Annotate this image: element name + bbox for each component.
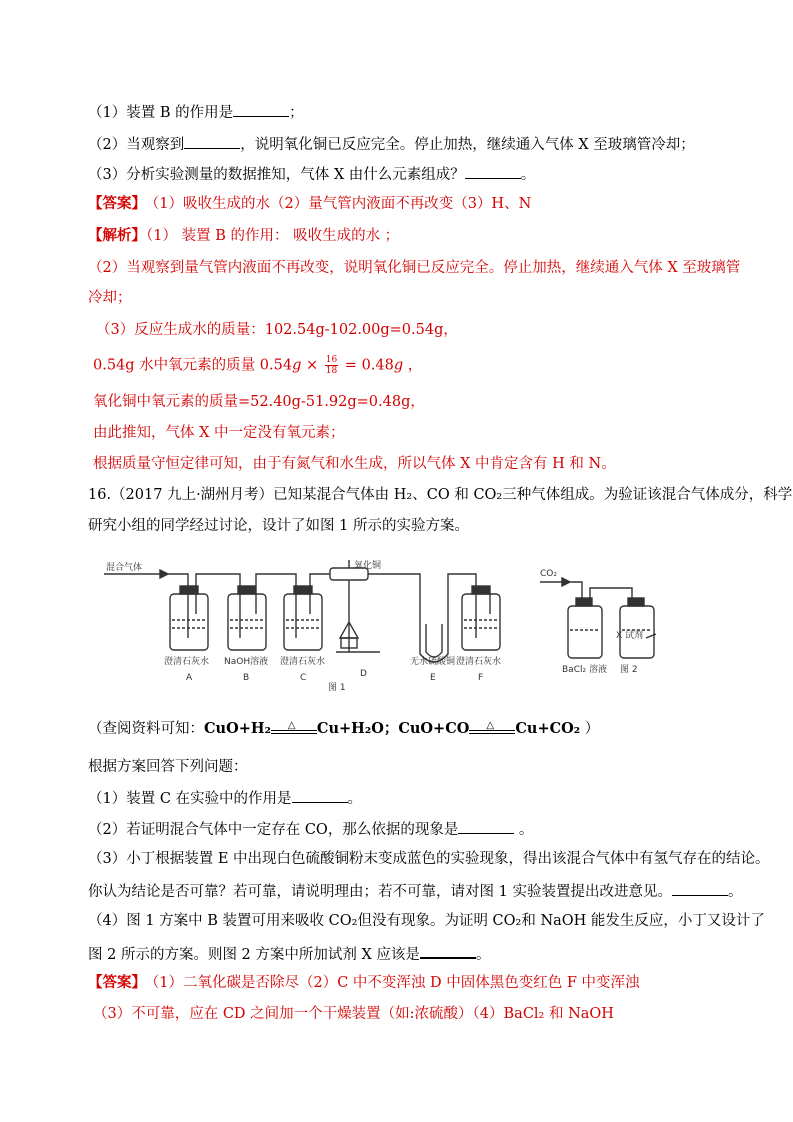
experiment-apparatus-figure [100,558,660,696]
answer-blank[interactable] [672,880,728,896]
answer-blank[interactable] [465,163,521,179]
fig1-caption: 图 1 [328,683,346,693]
mixed-gas-label: 混合气体 [106,563,143,573]
prompt-line: 根据方案回答下列问题： [88,759,248,775]
q16-sub-3-line-2: 你认为结论是否可靠？若可靠，请说明理由；若不可靠，请对图 1 实验装置提出改进意见。 。 [88,880,742,902]
question-16-line-2: 研究小组的同学经过讨论，设计了如图 1 所示的实验方案。 [88,518,469,534]
letter-e: E [430,673,436,683]
reference-equations: （查阅资料可知：CuO+H₂ △ Cu+H₂O；CuO+CO △ Cu+CO₂ ） [88,720,600,737]
bottle-b [228,586,266,650]
q16-sub-2: （2）若证明混合气体中一定存在 CO，那么依据的现象是 。 [88,818,533,840]
q16-sub-4-line-1: （4）图 1 方案中 B 装置可用来吸收 CO₂但没有现象。为证明 CO₂和 NaOH 能发生反应，小丁又设计了 [88,913,765,929]
bottle-a [170,586,208,650]
question-part-1: （1）装置 B 的作用是 ； [88,101,304,123]
analysis-line-3: （3）反应生成水的质量：102.54g-102.00g=0.54g， [96,322,458,338]
e-label: 无水硫酸铜 [410,657,456,667]
bottle-c [284,586,322,650]
answer-blank[interactable] [420,942,476,959]
q16-answer-line-2: （3）不可靠，应在 CD 之间加一个干燥装置（如:浓硫酸）（4）BaCl₂ 和 NaOH [93,1006,614,1022]
question-16-line-1: 16.（2017 九上·湖州月考）已知某混合气体由 H₂、CO 和 CO₂三种气体组成。为验证该混合气体成分，科学 [88,487,793,503]
analysis-line-2: （2）当观察到量气管内液面不再改变，说明氧化铜已反应完全。停止加热，继续通入气体 X 至玻璃管 [88,260,741,276]
reaction-arrow: △ [271,722,317,736]
x-reagent-label: X 试剂 [616,631,644,641]
analysis-line-7: 根据质量守恒定律可知，由于有氮气和水生成，所以气体 X 中肯定含有 H 和 N。 [93,456,616,472]
q16-sub-4-line-2: 图 2 所示的方案。则图 2 方案中所加试剂 X 应该是 。 [88,942,490,965]
analysis-formula-line: 0.54g 水中氧元素的质量 0.54g × $\frac{16}{18}$ = 0.48g ， [93,355,423,376]
bottle-c-label: 澄清石灰水 [280,657,326,667]
answer-blank[interactable] [233,101,289,117]
analysis-line-5: 氧化铜中氧元素的质量=52.40g-51.92g=0.48g， [93,394,425,410]
letter-c: C [300,673,307,683]
co2-label: CO₂ [540,569,557,579]
letter-a: A [186,673,193,683]
question-part-3: （3）分析实验测量的数据推知，气体 X 由什么元素组成？ 。 [88,163,535,185]
answer-line: 【答案】 （1）吸收生成的水（2）量气管内液面不再改变（3）H、N [88,195,532,212]
q16-answer-line-1: 【答案】 （1）二氧化碳是否除尽（2）C 中不变浑浊 D 中固体黑色变红色 F 中变浑浊 [88,974,640,991]
figure-2 [540,578,656,658]
answer-blank[interactable] [292,787,348,803]
reaction-arrow: △ [469,722,515,736]
analysis-line-6: 由此推知，气体 X 中一定没有氧元素； [93,425,345,441]
question-part-2: （2）当观察到 ，说明氧化铜已反应完全。停止加热，继续通入气体 X 至玻璃管冷却； [88,133,695,155]
q16-sub-3-line-1: （3）小丁根据装置 E 中出现白色硫酸铜粉末变成蓝色的实验现象，得出该混合气体中有氢气存在的结论。 [88,851,770,867]
analysis-line-1: 【解析】（1） 装置 B 的作用： 吸收生成的水 ； [88,227,400,244]
answer-blank[interactable] [458,818,514,834]
fig2-caption: 图 2 [620,665,638,675]
bottle-f [462,586,500,650]
letter-f: F [478,673,484,683]
letter-b: B [243,673,250,683]
letter-d: D [360,669,367,679]
bacl2-label: BaCl₂ 溶液 [562,665,607,675]
fraction: $\frac{16}{18}$ [325,355,338,376]
bottle-a-label: 澄清石灰水 [164,657,210,667]
bottle-b-label: NaOH溶液 [224,657,269,667]
bottle-f-label: 澄清石灰水 [456,657,502,667]
analysis-line-2b: 冷却； [88,290,132,306]
q16-sub-1: （1）装置 C 在实验中的作用是 。 [88,787,362,809]
cuo-label: 氧化铜 [354,561,382,571]
answer-blank[interactable] [184,133,240,149]
